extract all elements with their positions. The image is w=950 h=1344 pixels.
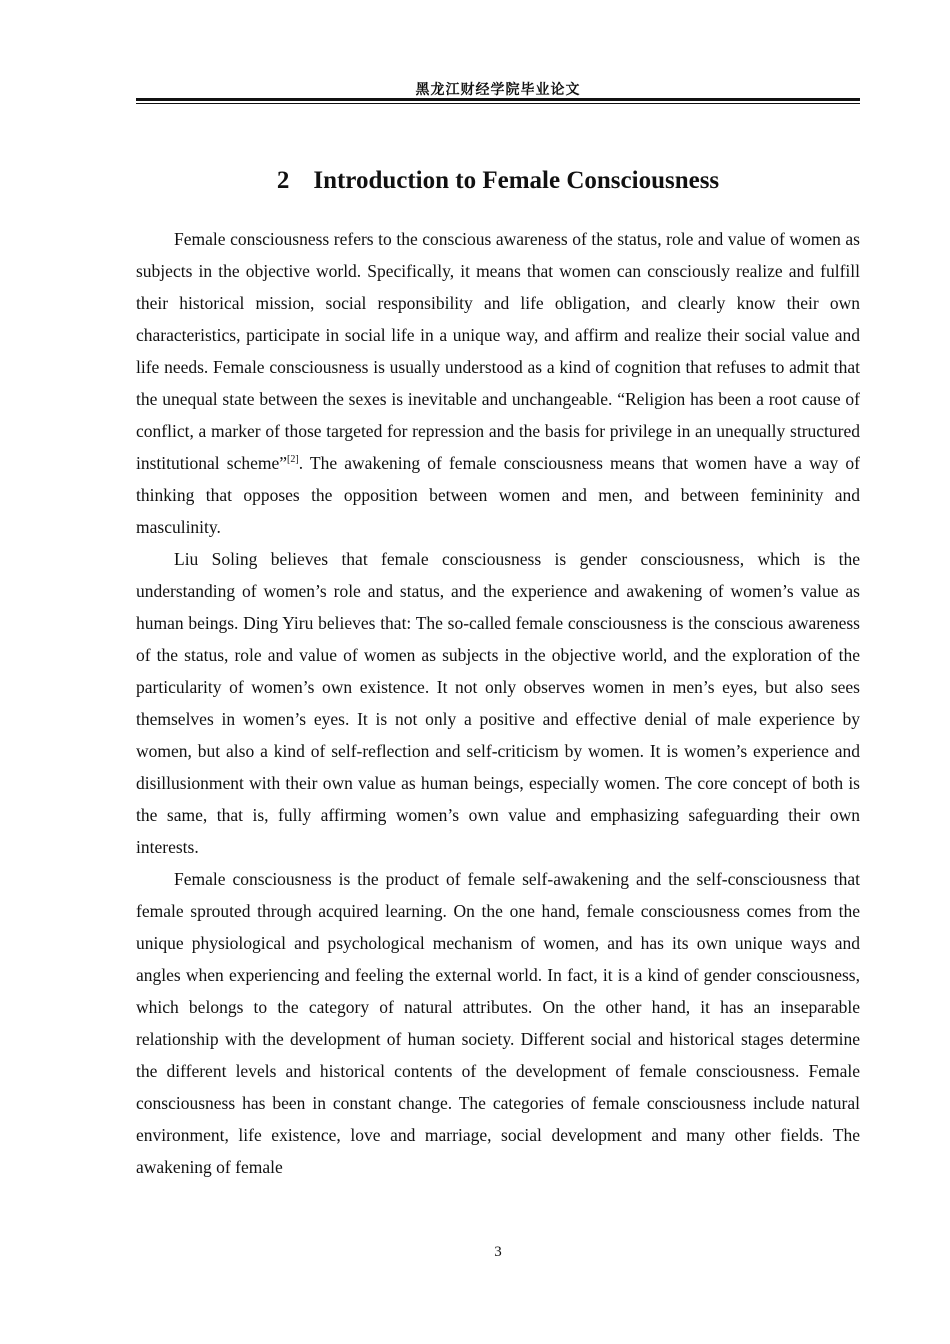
paragraph-2: Liu Soling believes that female consciousness is gender consciousness, which is the understanding of women’s role and status, and the experience and awakening of women’s value as human beings. Ding Yiru believes that: The so-called female consciousness is the conscious awareness of the status, role and value of women as subjects in the objective world, and the exploration of the particularity of women’s own existence. It not only observes women in men’s eyes, but also sees themselves in women’s eyes. It is not only a positive and effective denial of male experience by women, but also a kind of self-reflection and self-criticism by women. It is women’s experience and disillusionment with their own value as human beings, especially women. The core concept of both is the same, that is, fully affirming women’s own value and emphasizing safeguarding their own interests. (136, 549, 860, 857)
section-title: Introduction to Female Consciousness (313, 167, 720, 194)
paragraph-1-text: Female consciousness refers to the conscious awareness of the status, role and value of women as subjects in the objective world. Specifically, it means that women can consciously realize and fulfill their historical mission, social responsibility and life obligation, and clearly know their own characteristics, participate in social life in a unique way, and affirm and realize their social value and life needs. Female consciousness is usually understood as a kind of cognition that refuses to admit that the unequal state between the sexes is inevitable and unchangeable. “Religion has been a root cause of conflict, a marker of those targeted for repression and the basis for privilege in an unequally structured institutional scheme” (136, 229, 860, 473)
paragraph-3: Female consciousness is the product of female self-awakening and the self-consciousness that female sprouted through acquired learning. On the one hand, female consciousness comes from the unique physiological and psychological mechanism of women, and has its own unique ways and angles when experiencing and feeling the external world. In fact, it is a kind of gender consciousness, which belongs to the category of natural attributes. On the other hand, it has an inseparable relationship with the development of human society. Different social and historical stages determine the different levels and historical contents of the development of female consciousness. Female consciousness has been in constant change. The categories of female consciousness include natural environment, life existence, love and marriage, social development and many other fields. The awakening of female (136, 869, 860, 1177)
body-text (136, 223, 860, 1183)
section-heading (0, 166, 950, 196)
section-number: 2 (276, 167, 290, 194)
header-rule-thin (136, 103, 860, 104)
paragraph-1-text-cont: . The awakening of female consciousness means that women have a way of thinking that opposes the opposition between women and men, and between femininity and masculinity. (136, 453, 860, 537)
page-header-title: 黑龙江财经学院毕业论文 (415, 82, 581, 98)
page-number: 3 (494, 1244, 502, 1260)
paragraph-1 (136, 223, 860, 543)
header-rule-thick (136, 98, 860, 101)
citation-2: [2] (287, 454, 299, 465)
